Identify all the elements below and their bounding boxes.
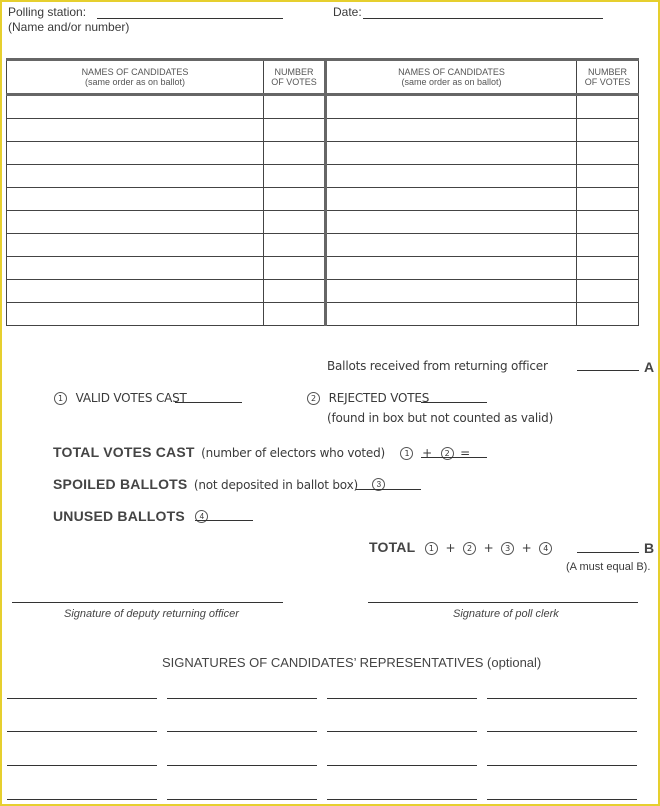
letter-b: B	[644, 540, 655, 556]
total-votes-cast-note: (number of electors who voted)	[201, 446, 385, 460]
votes-cell[interactable]	[264, 165, 326, 188]
rejected-votes-note: (found in box but not counted as valid)	[327, 411, 554, 425]
candidate-name-cell[interactable]	[7, 188, 264, 211]
votes-cell[interactable]	[577, 234, 639, 257]
votes-cell[interactable]	[577, 257, 639, 280]
votes-cell[interactable]	[577, 188, 639, 211]
votes-cell[interactable]	[264, 142, 326, 165]
ballots-received-field[interactable]	[577, 370, 639, 371]
table-row	[7, 280, 639, 303]
valid-votes-field[interactable]	[175, 402, 242, 403]
circled-number-2: 2	[463, 542, 476, 555]
spoiled-ballots-label: SPOILED BALLOTS	[53, 476, 188, 492]
circled-number-1: 1	[54, 392, 67, 405]
header-names-right: NAMES OF CANDIDATES (same order as on ballot)	[326, 60, 577, 95]
circled-number-3: 3	[372, 478, 385, 491]
unused-ballots-label: UNUSED BALLOTS	[53, 508, 185, 524]
circled-number-2: 2	[441, 447, 454, 460]
representative-signature-line[interactable]	[167, 731, 317, 732]
candidate-name-cell[interactable]	[326, 142, 577, 165]
votes-cell[interactable]	[264, 119, 326, 142]
table-row	[7, 165, 639, 188]
representative-signature-line[interactable]	[167, 799, 317, 800]
valid-votes-label: 1 VALID VOTES CAST	[53, 391, 187, 405]
circled-number-2: 2	[307, 392, 320, 405]
votes-cell[interactable]	[577, 303, 639, 326]
table-row	[7, 95, 639, 119]
representative-signature-line[interactable]	[7, 799, 157, 800]
table-header-row	[7, 60, 639, 95]
candidate-name-cell[interactable]	[7, 234, 264, 257]
candidate-name-cell[interactable]	[7, 95, 264, 119]
candidate-name-cell[interactable]	[7, 303, 264, 326]
circled-number-1: 1	[425, 542, 438, 555]
candidate-name-cell[interactable]	[326, 95, 577, 119]
rejected-votes-label: 2 REJECTED VOTES	[306, 391, 429, 405]
representative-signature-line[interactable]	[327, 731, 477, 732]
candidate-name-cell[interactable]	[7, 257, 264, 280]
candidate-name-cell[interactable]	[326, 280, 577, 303]
ballots-received-label: Ballots received from returning officer	[327, 359, 548, 373]
table-row	[7, 142, 639, 165]
candidate-name-cell[interactable]	[326, 119, 577, 142]
unused-ballots-field[interactable]	[195, 520, 253, 521]
candidate-name-cell[interactable]	[7, 119, 264, 142]
representative-signature-line[interactable]	[327, 799, 477, 800]
spoiled-ballots-row	[53, 476, 386, 494]
representative-signature-line[interactable]	[167, 698, 317, 699]
votes-cell[interactable]	[264, 95, 326, 119]
votes-cell[interactable]	[264, 211, 326, 234]
representative-signature-line[interactable]	[487, 765, 637, 766]
votes-cell[interactable]	[264, 280, 326, 303]
representative-signature-line[interactable]	[327, 765, 477, 766]
clerk-signature-line[interactable]	[368, 602, 638, 603]
total-label: TOTAL	[369, 539, 416, 555]
polling-station-field[interactable]	[97, 18, 283, 19]
representative-signature-line[interactable]	[7, 731, 157, 732]
candidate-name-cell[interactable]	[326, 234, 577, 257]
table-row	[7, 188, 639, 211]
table-row	[7, 119, 639, 142]
total-row: TOTAL 1 + 2 + 3 + 4	[369, 539, 553, 557]
candidate-name-cell[interactable]	[7, 280, 264, 303]
votes-cell[interactable]	[264, 188, 326, 211]
candidate-name-cell[interactable]	[326, 188, 577, 211]
circled-number-4: 4	[195, 510, 208, 523]
polling-station-label: Polling station:	[8, 5, 87, 19]
spoiled-ballots-field[interactable]	[356, 489, 421, 490]
header-votes-left: NUMBER OF VOTES	[264, 60, 326, 95]
representatives-title: SIGNATURES OF CANDIDATES’ REPRESENTATIVES (optional)	[162, 655, 542, 670]
spoiled-ballots-note: (not deposited in ballot box)	[193, 478, 358, 492]
total-votes-cast-field[interactable]	[421, 457, 487, 458]
table-row	[7, 303, 639, 326]
date-label: Date:	[333, 5, 362, 19]
representative-signature-line[interactable]	[487, 731, 637, 732]
representative-signature-line[interactable]	[327, 698, 477, 699]
date-field[interactable]	[363, 18, 603, 19]
votes-cell[interactable]	[264, 303, 326, 326]
representative-signature-line[interactable]	[487, 799, 637, 800]
rejected-votes-field[interactable]	[421, 402, 487, 403]
candidate-name-cell[interactable]	[326, 303, 577, 326]
circled-number-4: 4	[539, 542, 552, 555]
votes-cell[interactable]	[577, 211, 639, 234]
candidate-name-cell[interactable]	[7, 211, 264, 234]
representative-signature-line[interactable]	[7, 765, 157, 766]
letter-a: A	[644, 359, 655, 375]
header-votes-right: NUMBER OF VOTES	[577, 60, 639, 95]
total-votes-cast-row: TOTAL VOTES CAST (number of electors who voted) 1 + 2 =	[53, 444, 471, 460]
must-equal-note: (A must equal B).	[566, 561, 651, 573]
candidates-votes-table	[6, 58, 639, 326]
deputy-signature-label: Signature of deputy returning officer	[64, 608, 239, 620]
votes-cell[interactable]	[577, 165, 639, 188]
table-row	[7, 234, 639, 257]
header-names-left: NAMES OF CANDIDATES (same order as on ballot)	[7, 60, 264, 95]
candidate-name-cell[interactable]	[7, 165, 264, 188]
deputy-signature-line[interactable]	[12, 602, 283, 603]
votes-cell[interactable]	[577, 95, 639, 119]
table-row	[7, 257, 639, 280]
votes-cell[interactable]	[577, 142, 639, 165]
circled-number-1: 1	[400, 447, 413, 460]
candidate-name-cell[interactable]	[326, 257, 577, 280]
representative-signature-line[interactable]	[167, 765, 317, 766]
votes-cell[interactable]	[264, 234, 326, 257]
total-votes-cast-label: TOTAL VOTES CAST	[53, 444, 195, 460]
votes-cell[interactable]	[577, 119, 639, 142]
votes-cell[interactable]	[577, 280, 639, 303]
candidate-name-cell[interactable]	[326, 211, 577, 234]
total-field[interactable]	[577, 552, 639, 553]
representative-signature-line[interactable]	[487, 698, 637, 699]
clerk-signature-label: Signature of poll clerk	[453, 608, 559, 620]
votes-cell[interactable]	[264, 257, 326, 280]
candidate-name-cell[interactable]	[326, 165, 577, 188]
circled-number-3: 3	[501, 542, 514, 555]
table-row	[7, 211, 639, 234]
candidate-name-cell[interactable]	[7, 142, 264, 165]
name-number-label: (Name and/or number)	[8, 20, 130, 34]
representative-signature-line[interactable]	[7, 698, 157, 699]
unused-ballots-row	[53, 508, 209, 526]
